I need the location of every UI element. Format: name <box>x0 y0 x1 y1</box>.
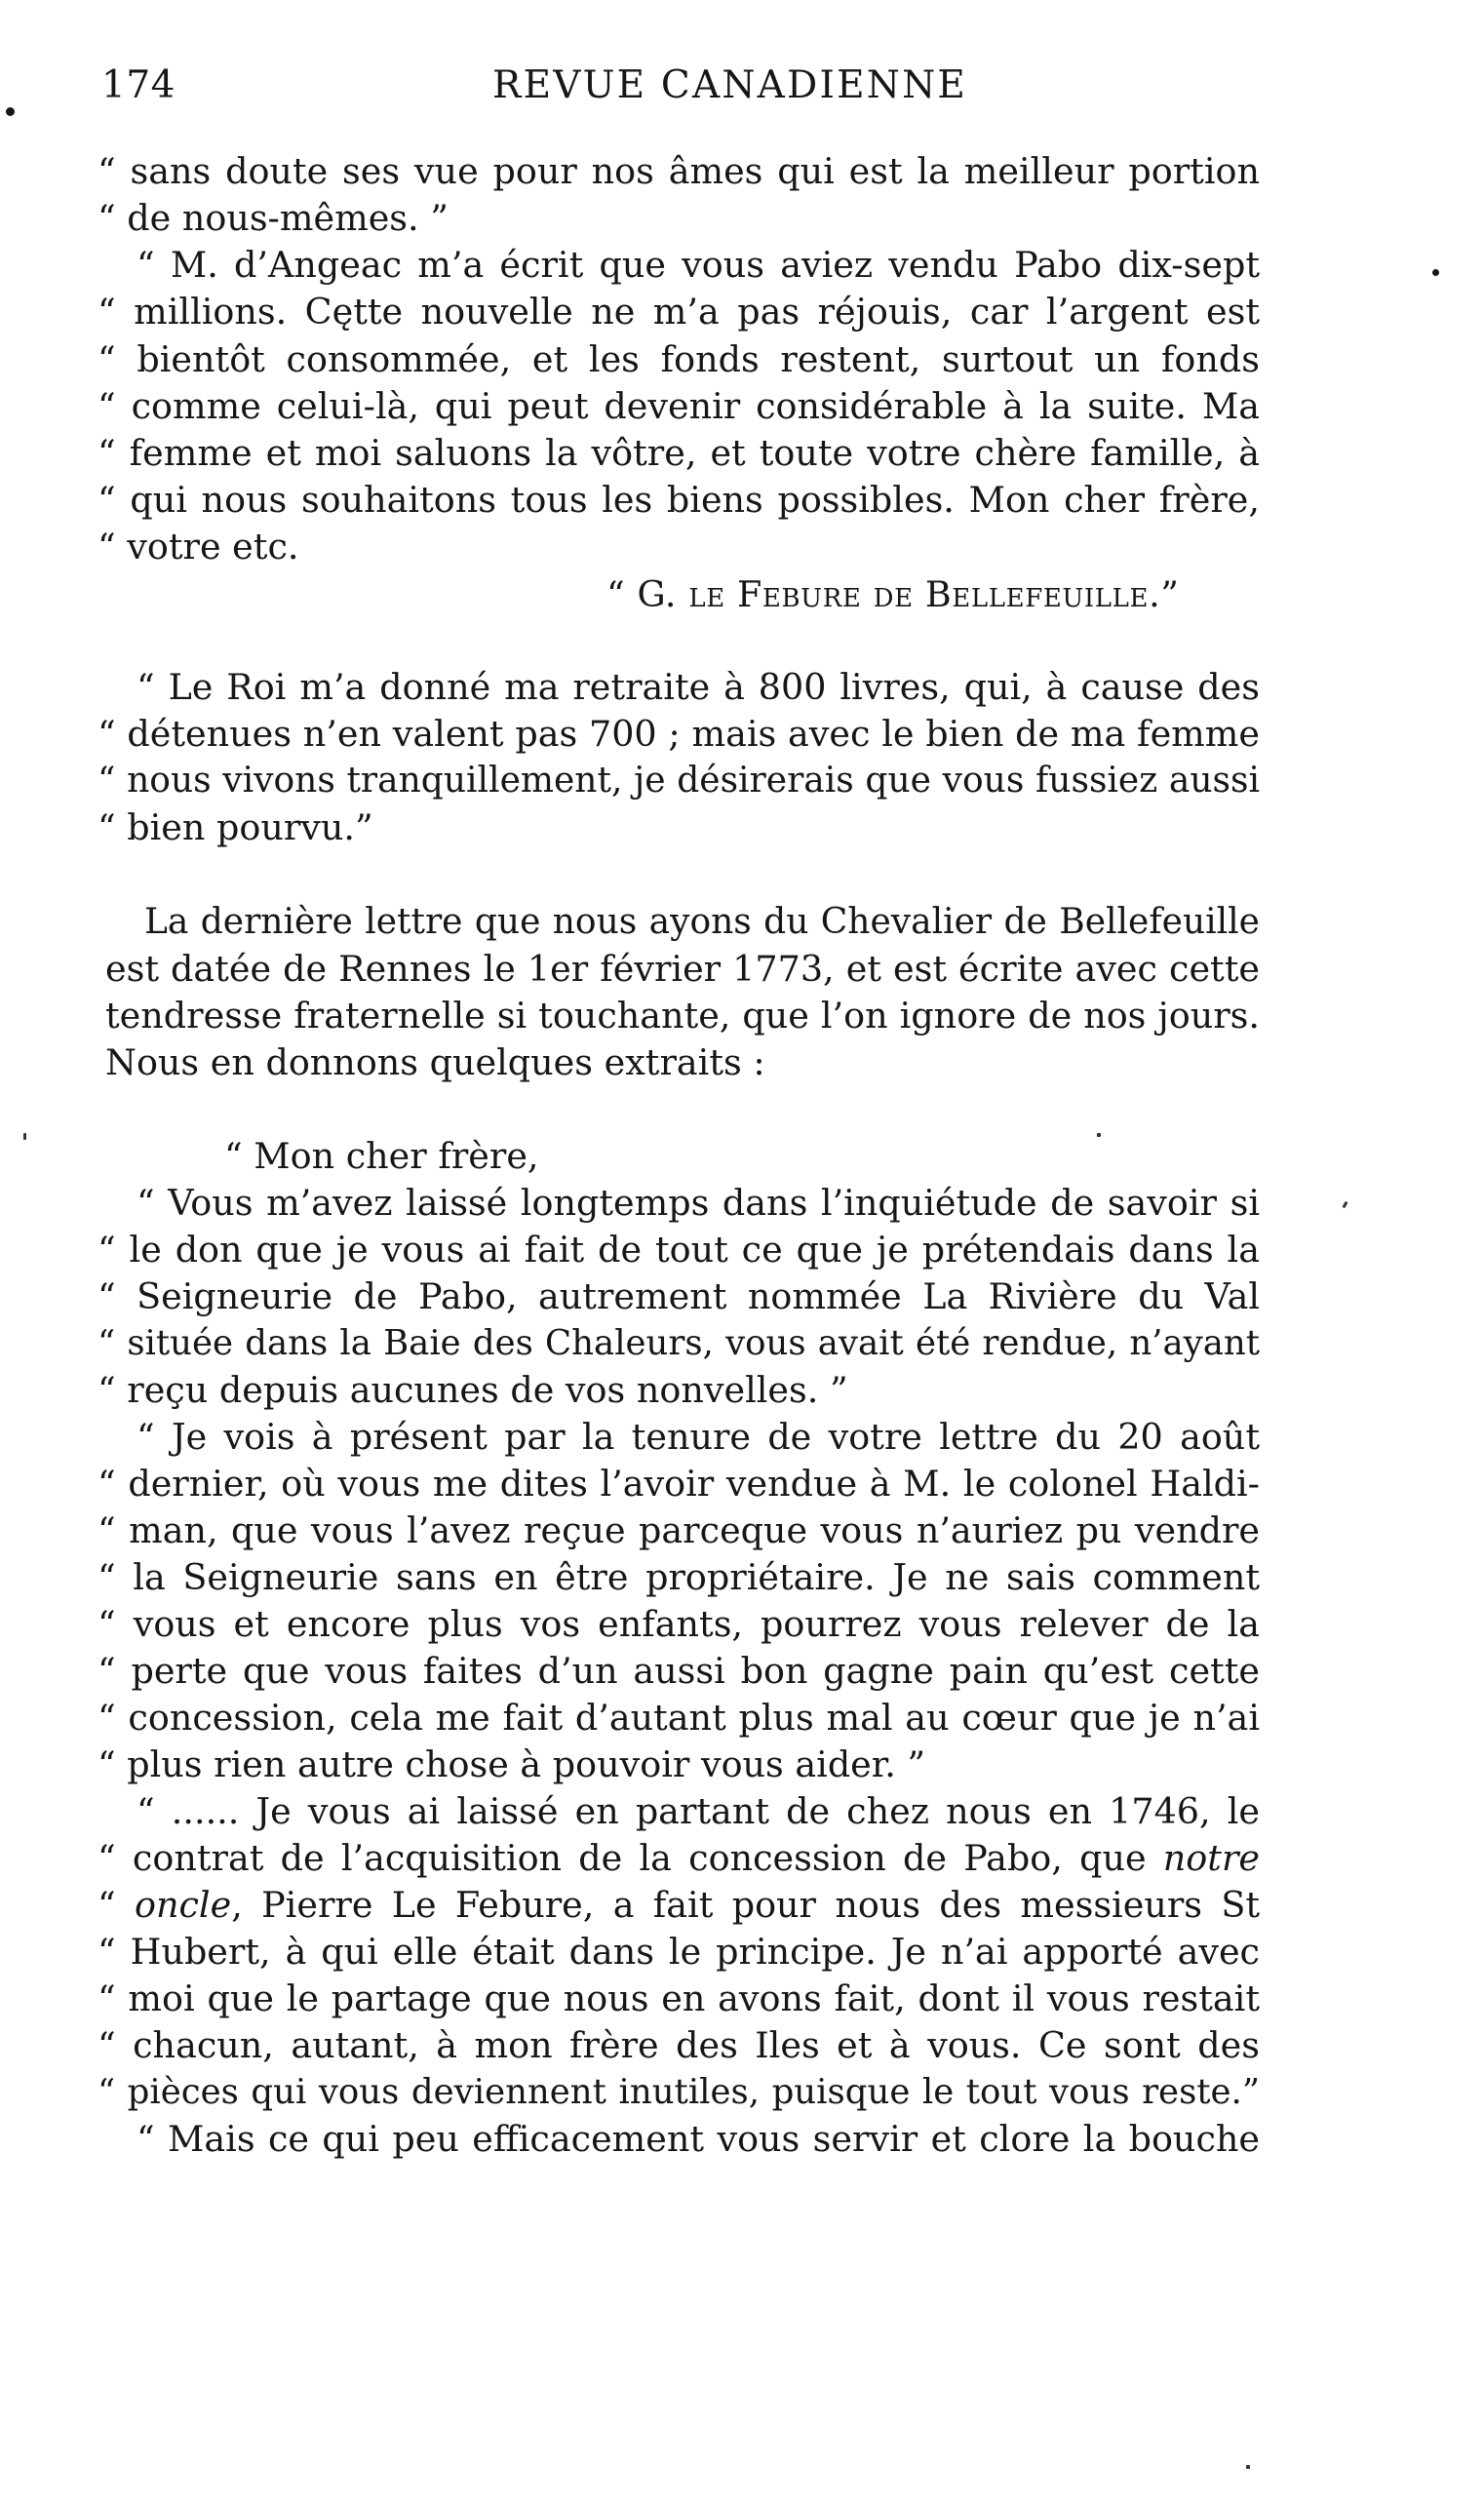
page-number: 174 <box>101 63 176 107</box>
text-line: “ nous vivons tranquillement, je désirerais que vous fussiez aussi <box>98 761 1260 801</box>
text-line: “ Je vois à présent par la tenure de votre lettre du 20 août <box>137 1416 1260 1458</box>
text-line: “ ...... Je vous ai laissé en partant de chez nous en 1746, le <box>137 1790 1260 1832</box>
text-line: “ reçu depuis aucunes de vos nonvelles. ” <box>98 1369 848 1411</box>
text-line: “ votre etc. <box>98 526 299 567</box>
text-line: “ Seigneurie de Pabo, autrement nommée La Rivière du Val <box>98 1275 1260 1317</box>
text-segment: “ <box>98 1884 135 1926</box>
text-line <box>98 1882 1260 1929</box>
text-line: “ Mais ce qui peu efficacement vous servir et clore la bouche <box>137 2118 1260 2160</box>
margin-ink-speck <box>1097 1133 1101 1137</box>
text-line: “ comme celui-là, qui peut devenir considérable à la suite. Ma <box>98 385 1260 427</box>
text-line: “ millions. Cętte nouvelle ne m’a pas réjouis, car l’argent est <box>98 291 1260 333</box>
text-line: “ de nous-mêmes. ” <box>98 197 449 239</box>
text-line: “ détenues n’en valent pas 700 ; mais avec le bien de ma femme <box>98 713 1260 755</box>
margin-ink-speck <box>1246 2465 1250 2469</box>
text-line: “ vous et encore plus vos enfants, pourrez vous relever de la <box>98 1603 1260 1645</box>
text-line: “ man, que vous l’avez reçue parceque vous n’auriez pu vendre <box>98 1509 1260 1551</box>
text-line: “ M. d’Angeac m’a écrit que vous aviez vendu Pabo dix-sept <box>137 244 1260 286</box>
text-line: “ bientôt consommée, et les fonds restent, surtout un fonds <box>98 338 1260 380</box>
text-line: “ qui nous souhaitons tous les biens possibles. Mon cher frère, <box>98 479 1260 521</box>
text-line <box>98 1835 1260 1882</box>
text-line: “ Vous m’avez laissé longtemps dans l’inquiétude de savoir si <box>137 1182 1260 1224</box>
margin-ink-speck <box>23 1133 26 1140</box>
text-line: “ concession, cela me fait d’autant plus mal au cœur que je n’ai <box>98 1697 1260 1739</box>
text-line: “ dernier, où vous me dites l’avoir vendue à M. le colonel Haldi- <box>98 1463 1260 1505</box>
text-line: “ Hubert, à qui elle était dans le principe. Je n’ai apporté avec <box>98 1931 1260 1973</box>
text-line: “ le don que je vous ai fait de tout ce que je prétendais dans la <box>98 1229 1260 1271</box>
paragraph-line: est datée de Rennes le 1er février 1773, et est écrite avec cette <box>105 948 1260 990</box>
running-header: REVUE CANADIENNE <box>492 63 968 107</box>
margin-ink-speck <box>1342 1201 1347 1209</box>
italic-word: oncle <box>134 1884 232 1926</box>
text-line: “ bien pourvu.” <box>98 806 373 848</box>
text-line: “ chacun, autant, à mon frère des Iles et à vous. Ce sont des <box>98 2024 1260 2066</box>
paragraph-line: La dernière lettre que nous ayons du Chevalier de Bellefeuille <box>144 902 1260 942</box>
text-line: “ plus rien autre chose à pouvoir vous aider. ” <box>98 1743 926 1785</box>
text-line: “ Le Roi m’a donné ma retraite à 800 livres, qui, à cause des <box>137 666 1260 708</box>
italic-word: notre <box>1162 1837 1260 1879</box>
paragraph-line: tendresse fraternelle si touchante, que l’on ignore de nos jours. <box>105 995 1260 1037</box>
text-line: “ femme et moi saluons la vôtre, et toute votre chère famille, à <box>98 432 1260 474</box>
text-line: “ perte que vous faites d’un aussi bon gagne pain qu’est cette <box>98 1650 1260 1692</box>
text-line: “ pièces qui vous deviennent inutiles, puisque le tout vous reste.” <box>98 2072 1260 2112</box>
margin-ink-dot-right <box>1432 269 1439 276</box>
text-segment: , Pierre Le Febure, a fait pour nous des messieurs St <box>231 1884 1261 1926</box>
text-line: “ moi que le partage que nous en avons fait, dont il vous restait <box>98 1977 1260 2019</box>
letter-salutation: “ Mon cher frère, <box>224 1135 539 1177</box>
text-line: “ la Seigneurie sans en être propriétaire. Je ne sais comment <box>98 1556 1260 1598</box>
signature-line: “ G. le Febure de Bellefeuille.” <box>606 573 1180 615</box>
text-line: “ sans doute ses vue pour nos âmes qui est la meilleur portion <box>98 150 1260 192</box>
text-line: “ située dans la Baie des Chaleurs, vous avait été rendue, n’ayant <box>98 1323 1260 1363</box>
paragraph-line: Nous en donnons quelques extraits : <box>105 1041 765 1083</box>
text-segment: “ contrat de l’acquisition de la concession de Pabo, que <box>98 1837 1163 1879</box>
margin-ink-dot-left <box>6 107 15 116</box>
